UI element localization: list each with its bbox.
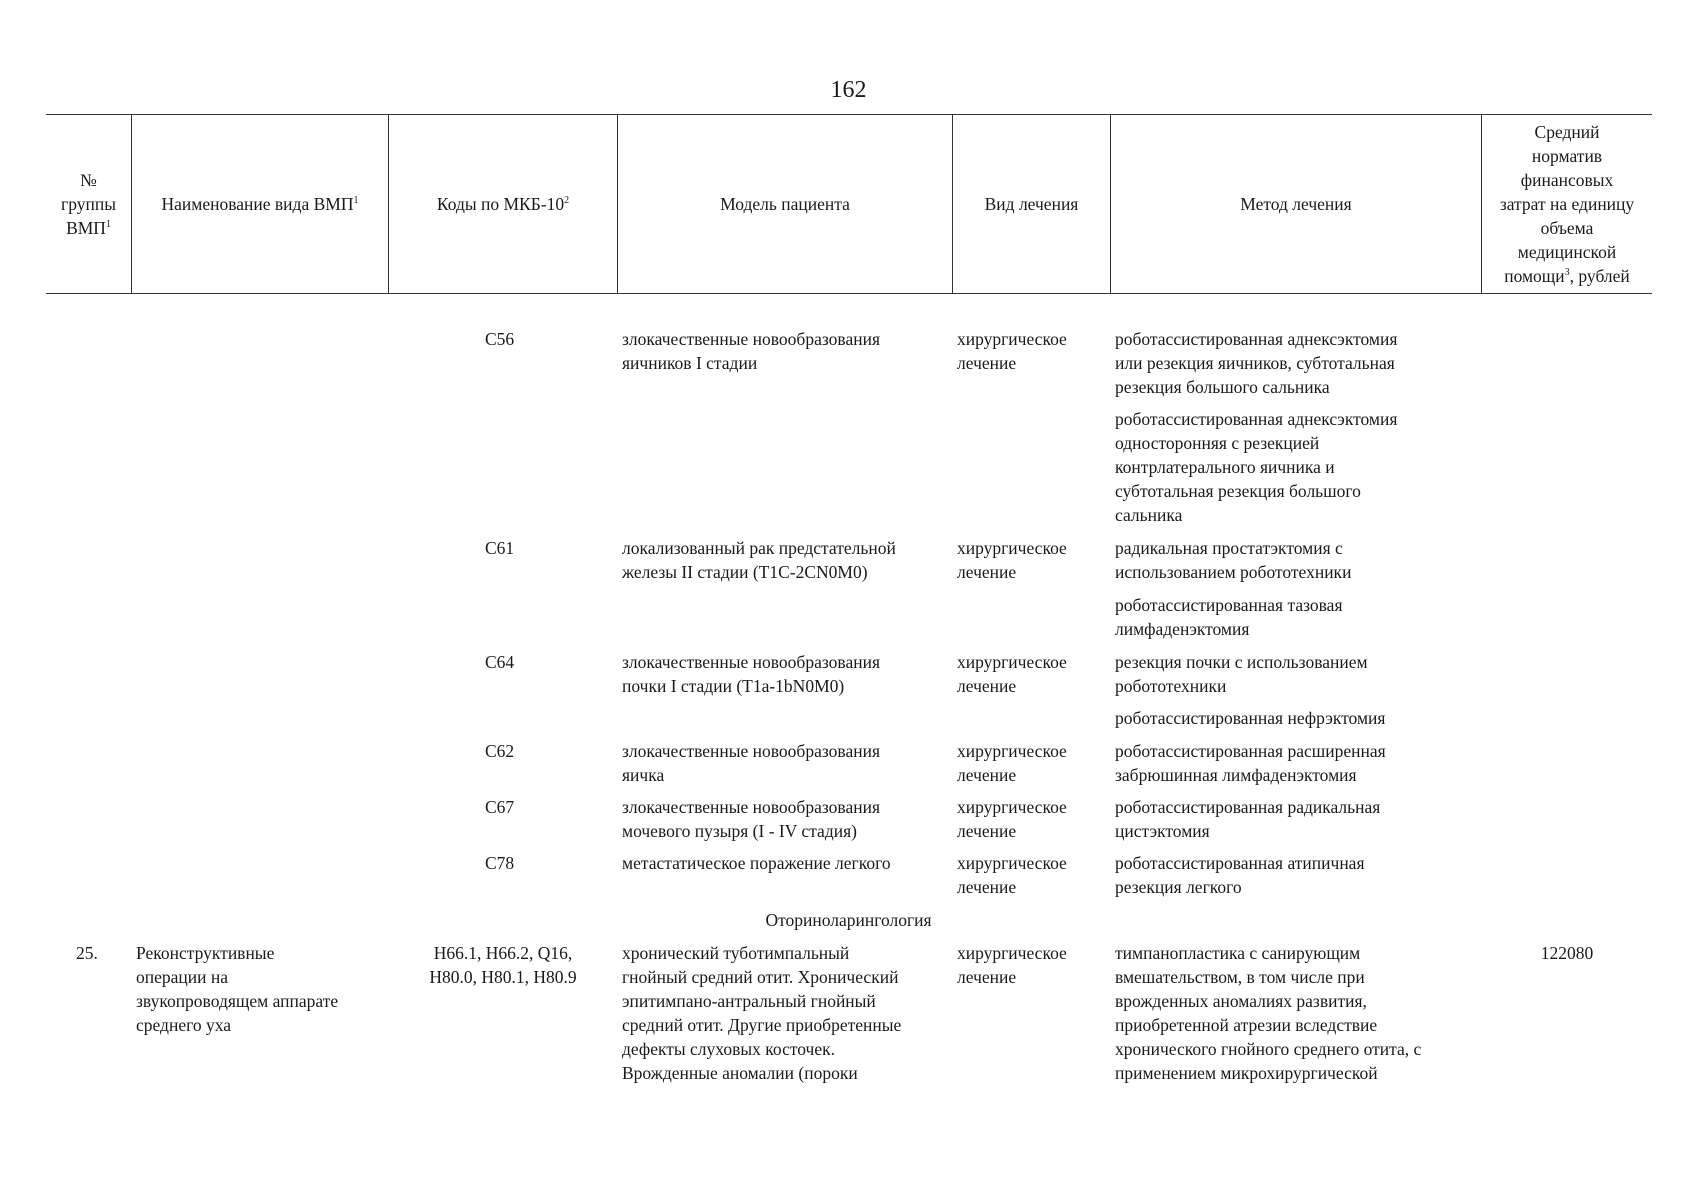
treatment-type-text: хирургическое лечение [957, 741, 1067, 785]
icd-code: C67 [485, 797, 515, 817]
header-cost: Средний норматив финансовых затрат на единицу объема медицинской помощи$^3$, рублей [1499, 122, 1635, 286]
table-header [46, 114, 1652, 294]
patient-model-text: злокачественные новообразования мочевого пузыря (I - IV стадия) [622, 797, 880, 841]
icd-code: C56 [485, 329, 515, 349]
section-title: Оториноларингология [765, 910, 932, 930]
header-vmp-name: Наименование вида ВМП$^1$ [161, 194, 359, 214]
header-group-no: № группы ВМП$^1$ [61, 170, 116, 238]
patient-model-text: хронический туботимпальный гнойный средний отит. Хронический эпитимпано-антральный гнойный средний отит. Другие приобретенные дефекты слуховых косточек. Врожденные аномалии (пороки [622, 943, 902, 1083]
treatment-method-text: радикальная простатэктомия с использованием робототехники [1115, 538, 1352, 582]
treatment-method-text: роботассистированная атипичная резекция легкого [1115, 853, 1365, 897]
patient-model-text: злокачественные новообразования яичка [622, 741, 880, 785]
treatment-method-text: роботассистированная аднексэктомия односторонняя с резекцией контрлатерального яичника и субтотальная резекция большого сальника [1115, 409, 1398, 525]
page-number: 162 [830, 77, 867, 103]
icd-codes-text: H66.1, H66.2, Q16, H80.0, H80.1, H80.9 [429, 943, 577, 987]
icd-code: C62 [485, 741, 515, 761]
group-number: 25. [76, 943, 98, 963]
treatment-type-text: хирургическое лечение [957, 853, 1067, 897]
treatment-type-text: хирургическое лечение [957, 329, 1067, 373]
patient-model-text: локализованный рак предстательной железы II стадии (T1C-2CN0M0) [622, 538, 896, 582]
header-treatment-type: Вид лечения [984, 194, 1079, 214]
treatment-method-text: роботассистированная нефрэктомия [1115, 708, 1386, 728]
header-icd-codes: Коды по МКБ-$10^2$ [436, 194, 570, 214]
treatment-type-text: хирургическое лечение [957, 797, 1067, 841]
treatment-method-text: роботассистированная радикальная цистэктомия [1115, 797, 1381, 841]
treatment-type-text: хирургическое лечение [957, 943, 1067, 987]
header-patient-model: Модель пациента [720, 194, 850, 214]
treatment-method-text: резекция почки с использованием робототехники [1115, 652, 1368, 696]
patient-model-text: злокачественные новообразования яичников I стадии [622, 329, 880, 373]
treatment-type-text: хирургическое лечение [957, 538, 1067, 582]
header-treatment-method: Метод лечения [1240, 194, 1352, 214]
patient-model-text: метастатическое поражение легкого [622, 853, 891, 873]
treatment-method-text: роботассистированная тазовая лимфаденэктомия [1115, 595, 1343, 639]
treatment-method-text: роботассистированная аднексэктомия или резекция яичников, субтотальная резекция большого сальника [1115, 329, 1398, 397]
icd-code: C78 [485, 853, 515, 873]
icd-code: C61 [485, 538, 515, 558]
treatment-type-text: хирургическое лечение [957, 652, 1067, 696]
treatment-method-text: тимпанопластика с санирующим вмешательством, в том числе при врожденных аномалиях развития, приобретенной атрезии вследствие хронического гнойного среднего отита, с применением микрохирургической [1115, 943, 1422, 1083]
vmp-name-text: Реконструктивные операции на звукопроводящем аппарате среднего уха [136, 943, 339, 1035]
icd-code: C64 [485, 652, 515, 672]
cost-value: 122080 [1540, 943, 1594, 963]
treatment-method-text: роботассистированная расширенная забрюшинная лимфаденэктомия [1115, 741, 1386, 785]
patient-model-text: злокачественные новообразования почки I стадии (T1a-1bN0M0) [622, 652, 880, 696]
